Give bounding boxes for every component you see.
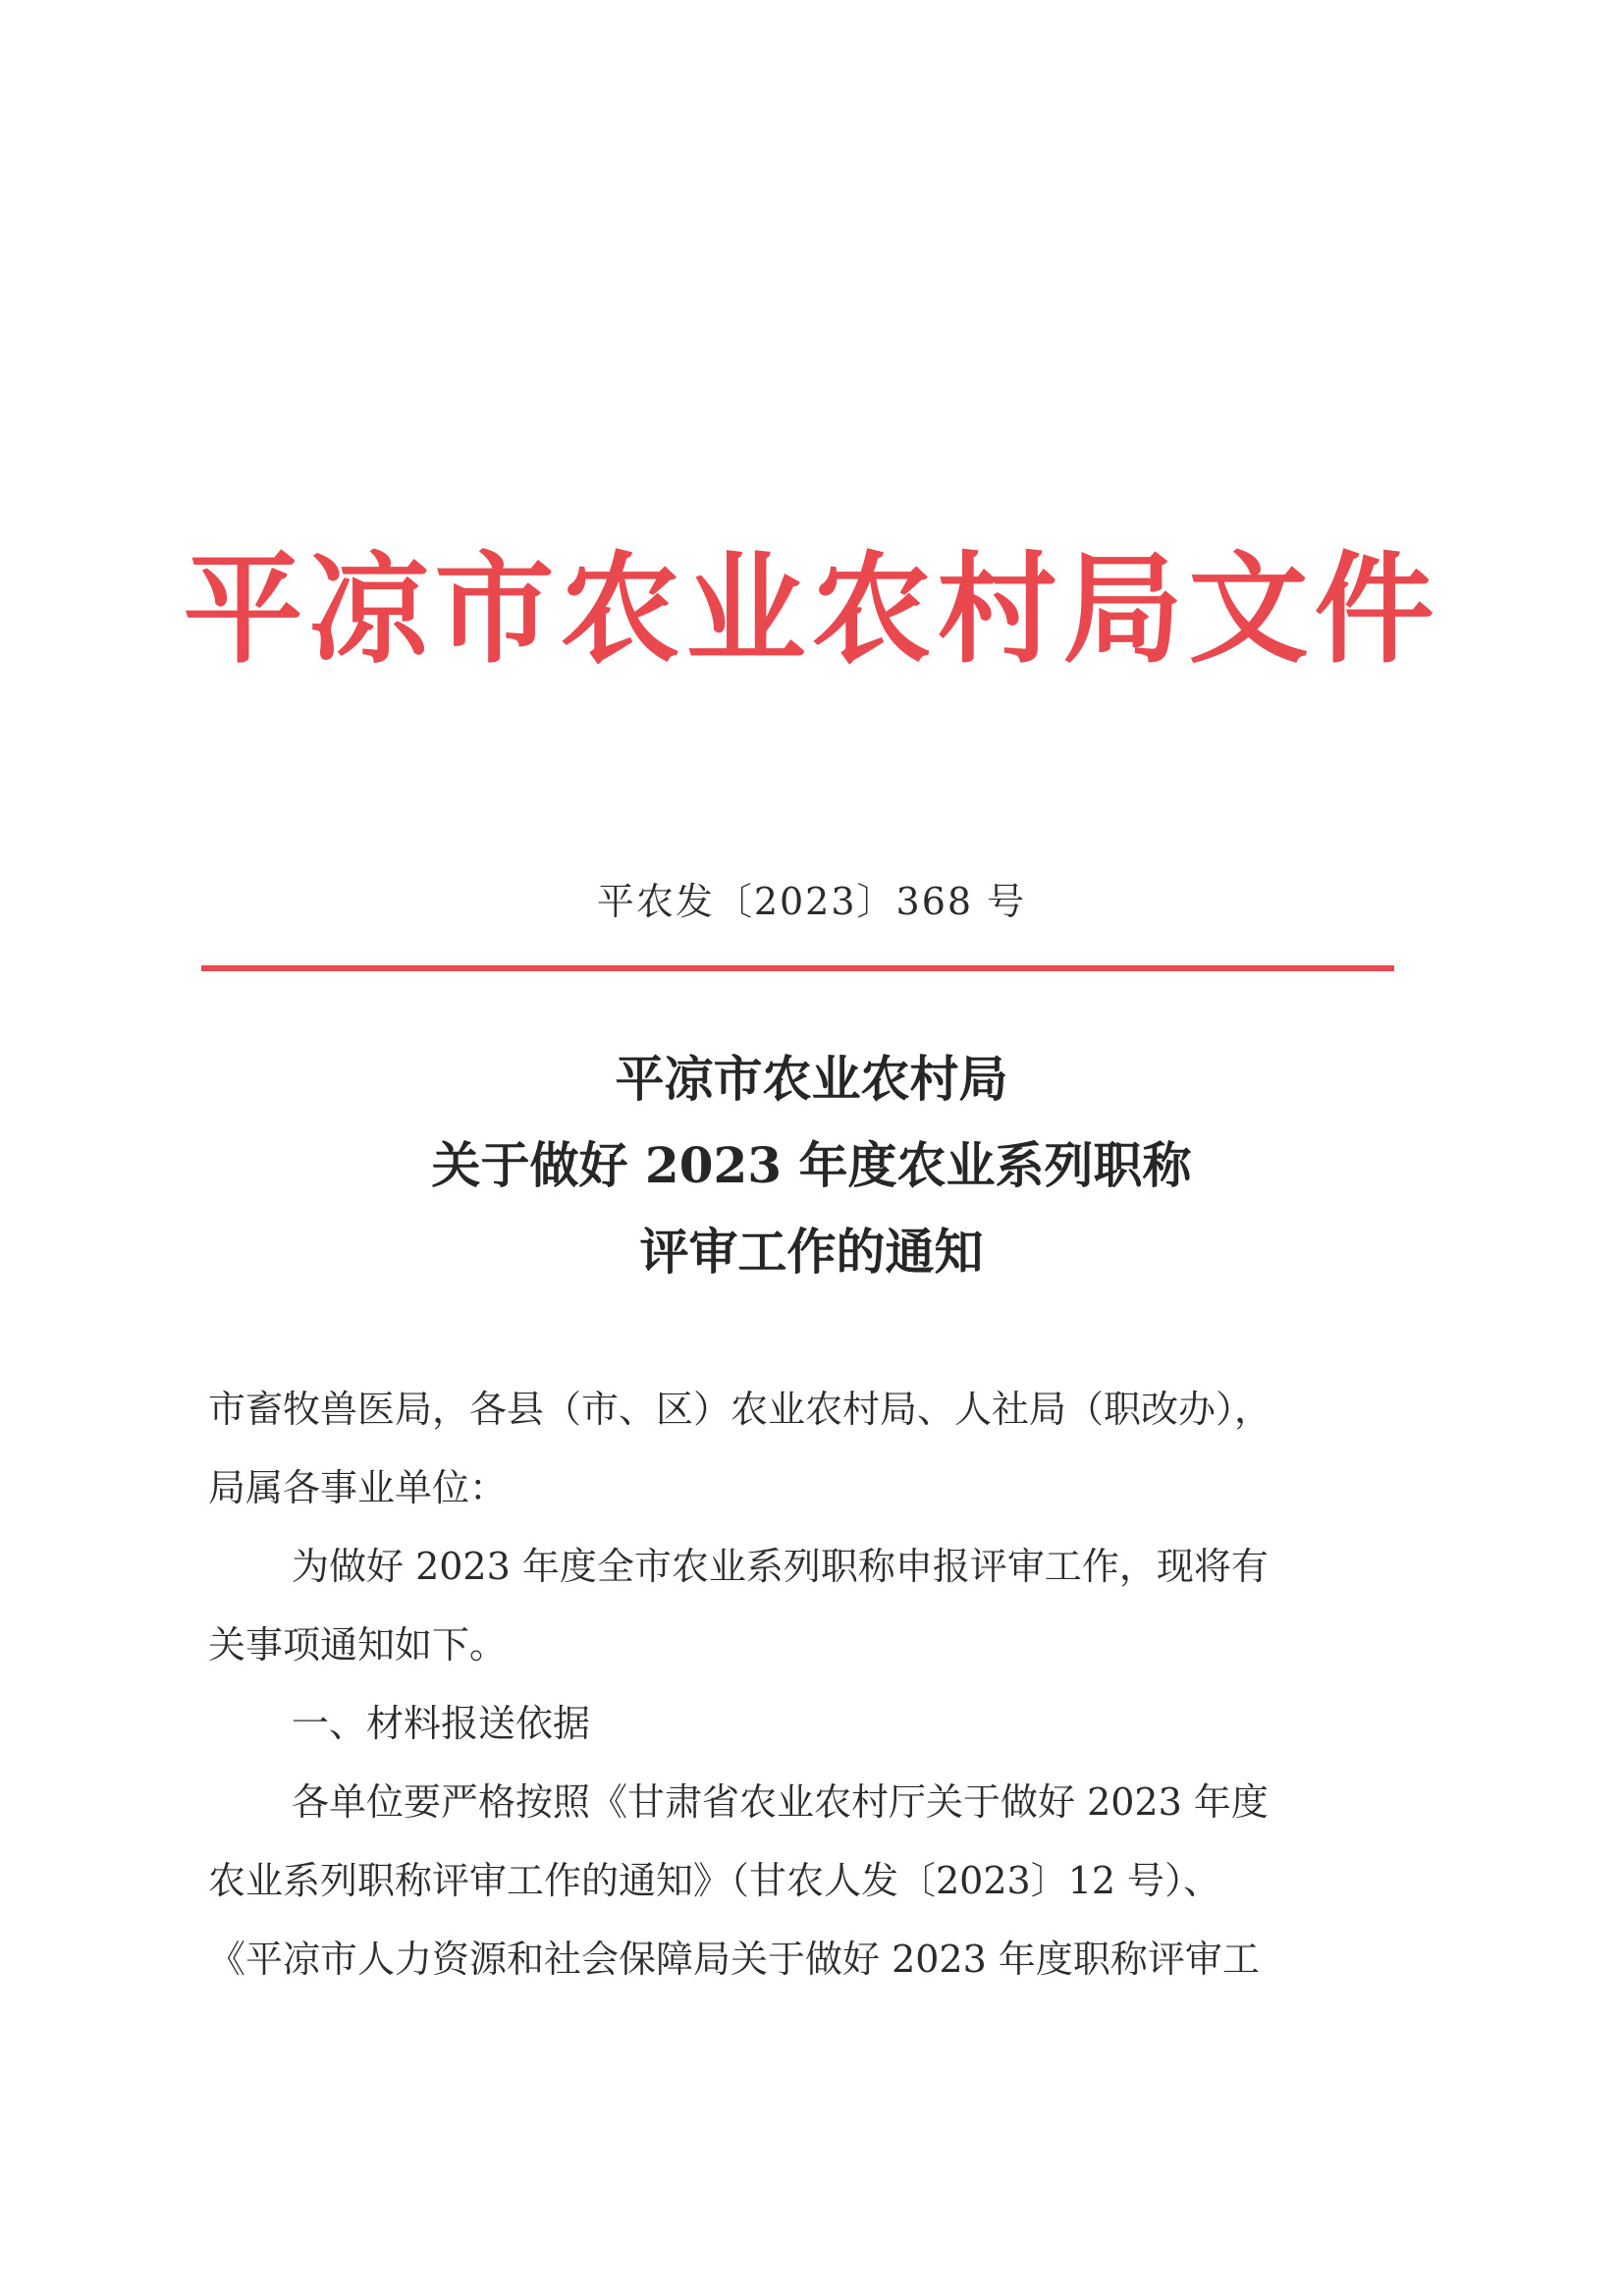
notice-title-line-2: 关于做好 2023 年度农业系列职称 — [431, 1136, 1192, 1194]
section-1-paragraph-line-2: 农业系列职称评审工作的通知》（甘农人发〔2023〕12 号）、 — [208, 1859, 1221, 1902]
document-number: 平农发〔2023〕368 号 — [596, 880, 1027, 923]
notice-body — [208, 1370, 1426, 1998]
addressee-line-2: 局属各事业单位： — [208, 1466, 508, 1509]
intro-paragraph-line-2: 关事项通知如下。 — [208, 1623, 508, 1667]
red-divider-line — [201, 965, 1394, 971]
notice-title — [0, 1036, 1623, 1295]
section-1-paragraph-line-1: 各单位要严格按照《甘肃省农业农村厅关于做好 2023 年度 — [292, 1780, 1269, 1824]
masthead-title: 平凉市农业农村局文件 — [183, 538, 1440, 680]
addressee-line-1: 市畜牧兽医局，各县（市、区）农业农村局、人社局（职改办）， — [208, 1388, 1272, 1431]
section-1-paragraph-line-3: 《平凉市人力资源和社会保障局关于做好 2023 年度职称评审工 — [208, 1938, 1260, 1981]
section-heading-1: 一、材料报送依据 — [292, 1702, 591, 1745]
notice-title-line-3: 评审工作的通知 — [639, 1223, 984, 1281]
intro-paragraph-line-1: 为做好 2023 年度全市农业系列职称申报评审工作，现将有 — [292, 1545, 1269, 1588]
notice-title-line-1: 平凉市农业农村局 — [615, 1050, 1008, 1108]
